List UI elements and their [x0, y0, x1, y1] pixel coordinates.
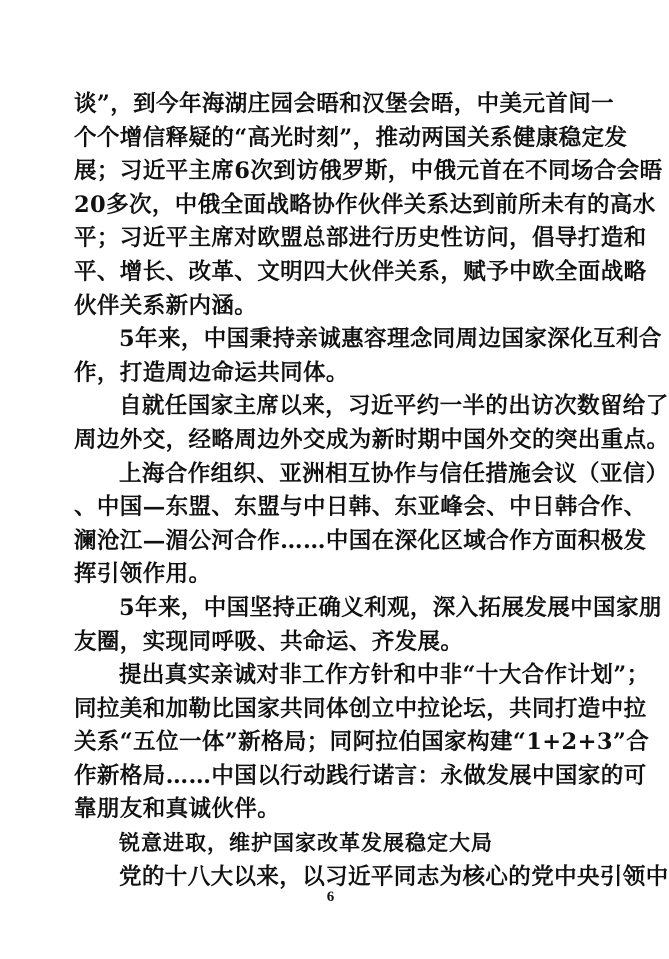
- text-line: 、中国—东盟、东盟与中日韩、东亚峰会、中日韩合作、: [74, 494, 647, 521]
- text-line: 5年来，中国秉持亲诚惠容理念同周边国家深化互利合: [119, 326, 662, 353]
- text-line: 上海合作组织、亚洲相互协作与信任措施会议（亚信）: [119, 460, 669, 487]
- text-line: 20多次，中俄全面战略协作伙伴关系达到前所未有的高水: [74, 191, 656, 218]
- text-line: 谈”，到今年海湖庄园会晤和汉堡会晤，中美元首间一: [74, 91, 615, 117]
- section-heading: 锐意进取，维护国家改革发展稳定大局: [119, 831, 493, 856]
- text-line: 靠朋友和真诚伙伴。: [74, 796, 281, 823]
- text-line: 挥引领作用。: [74, 561, 212, 588]
- body-text: [74, 88, 669, 894]
- text-line: 澜沧江—湄公河合作……中国在深化区域合作方面积极发: [74, 527, 647, 554]
- text-line: 作新格局……中国以行动践行诺言：永做发展中国家的可: [74, 762, 647, 789]
- text-line: 5年来，中国坚持正确义利观，深入拓展发展中国家朋: [119, 594, 662, 621]
- text-line: 个个增信释疑的“高光时刻”，推动两国关系健康稳定发: [74, 124, 628, 151]
- text-line: 展；习近平主席6次到访俄罗斯，中俄元首在不同场合会晤: [74, 158, 663, 185]
- text-line: 提出真实亲诚对非工作方针和中非“十大合作计划”；: [119, 662, 650, 689]
- text-line: 同拉美和加勒比国家共同体创立中拉论坛，共同打造中拉: [74, 695, 647, 722]
- text-line: 自就任国家主席以来，习近平约一半的出访次数留给了: [119, 393, 669, 420]
- text-line: 平、增长、改革、文明四大伙伴关系，赋予中欧全面战略: [74, 258, 647, 285]
- text-line: 作，打造周边命运共同体。: [74, 359, 349, 386]
- text-line: 党的十八大以来，以习近平同志为核心的党中央引领中: [119, 863, 669, 890]
- text-line: 周边外交，经略周边外交成为新时期中国外交的突出重点。: [74, 426, 669, 453]
- text-line: 伙伴关系新内涵。: [74, 292, 258, 319]
- text-line: 友圈，实现同呼吸、共命运、齐发展。: [74, 628, 464, 655]
- text-line: 关系“五位一体”新格局；同阿拉伯国家构建“1+2+3”合: [74, 729, 650, 756]
- text-line: 平；习近平主席对欧盟总部进行历史性访问，倡导打造和: [74, 225, 647, 252]
- page-number: 6: [326, 889, 335, 905]
